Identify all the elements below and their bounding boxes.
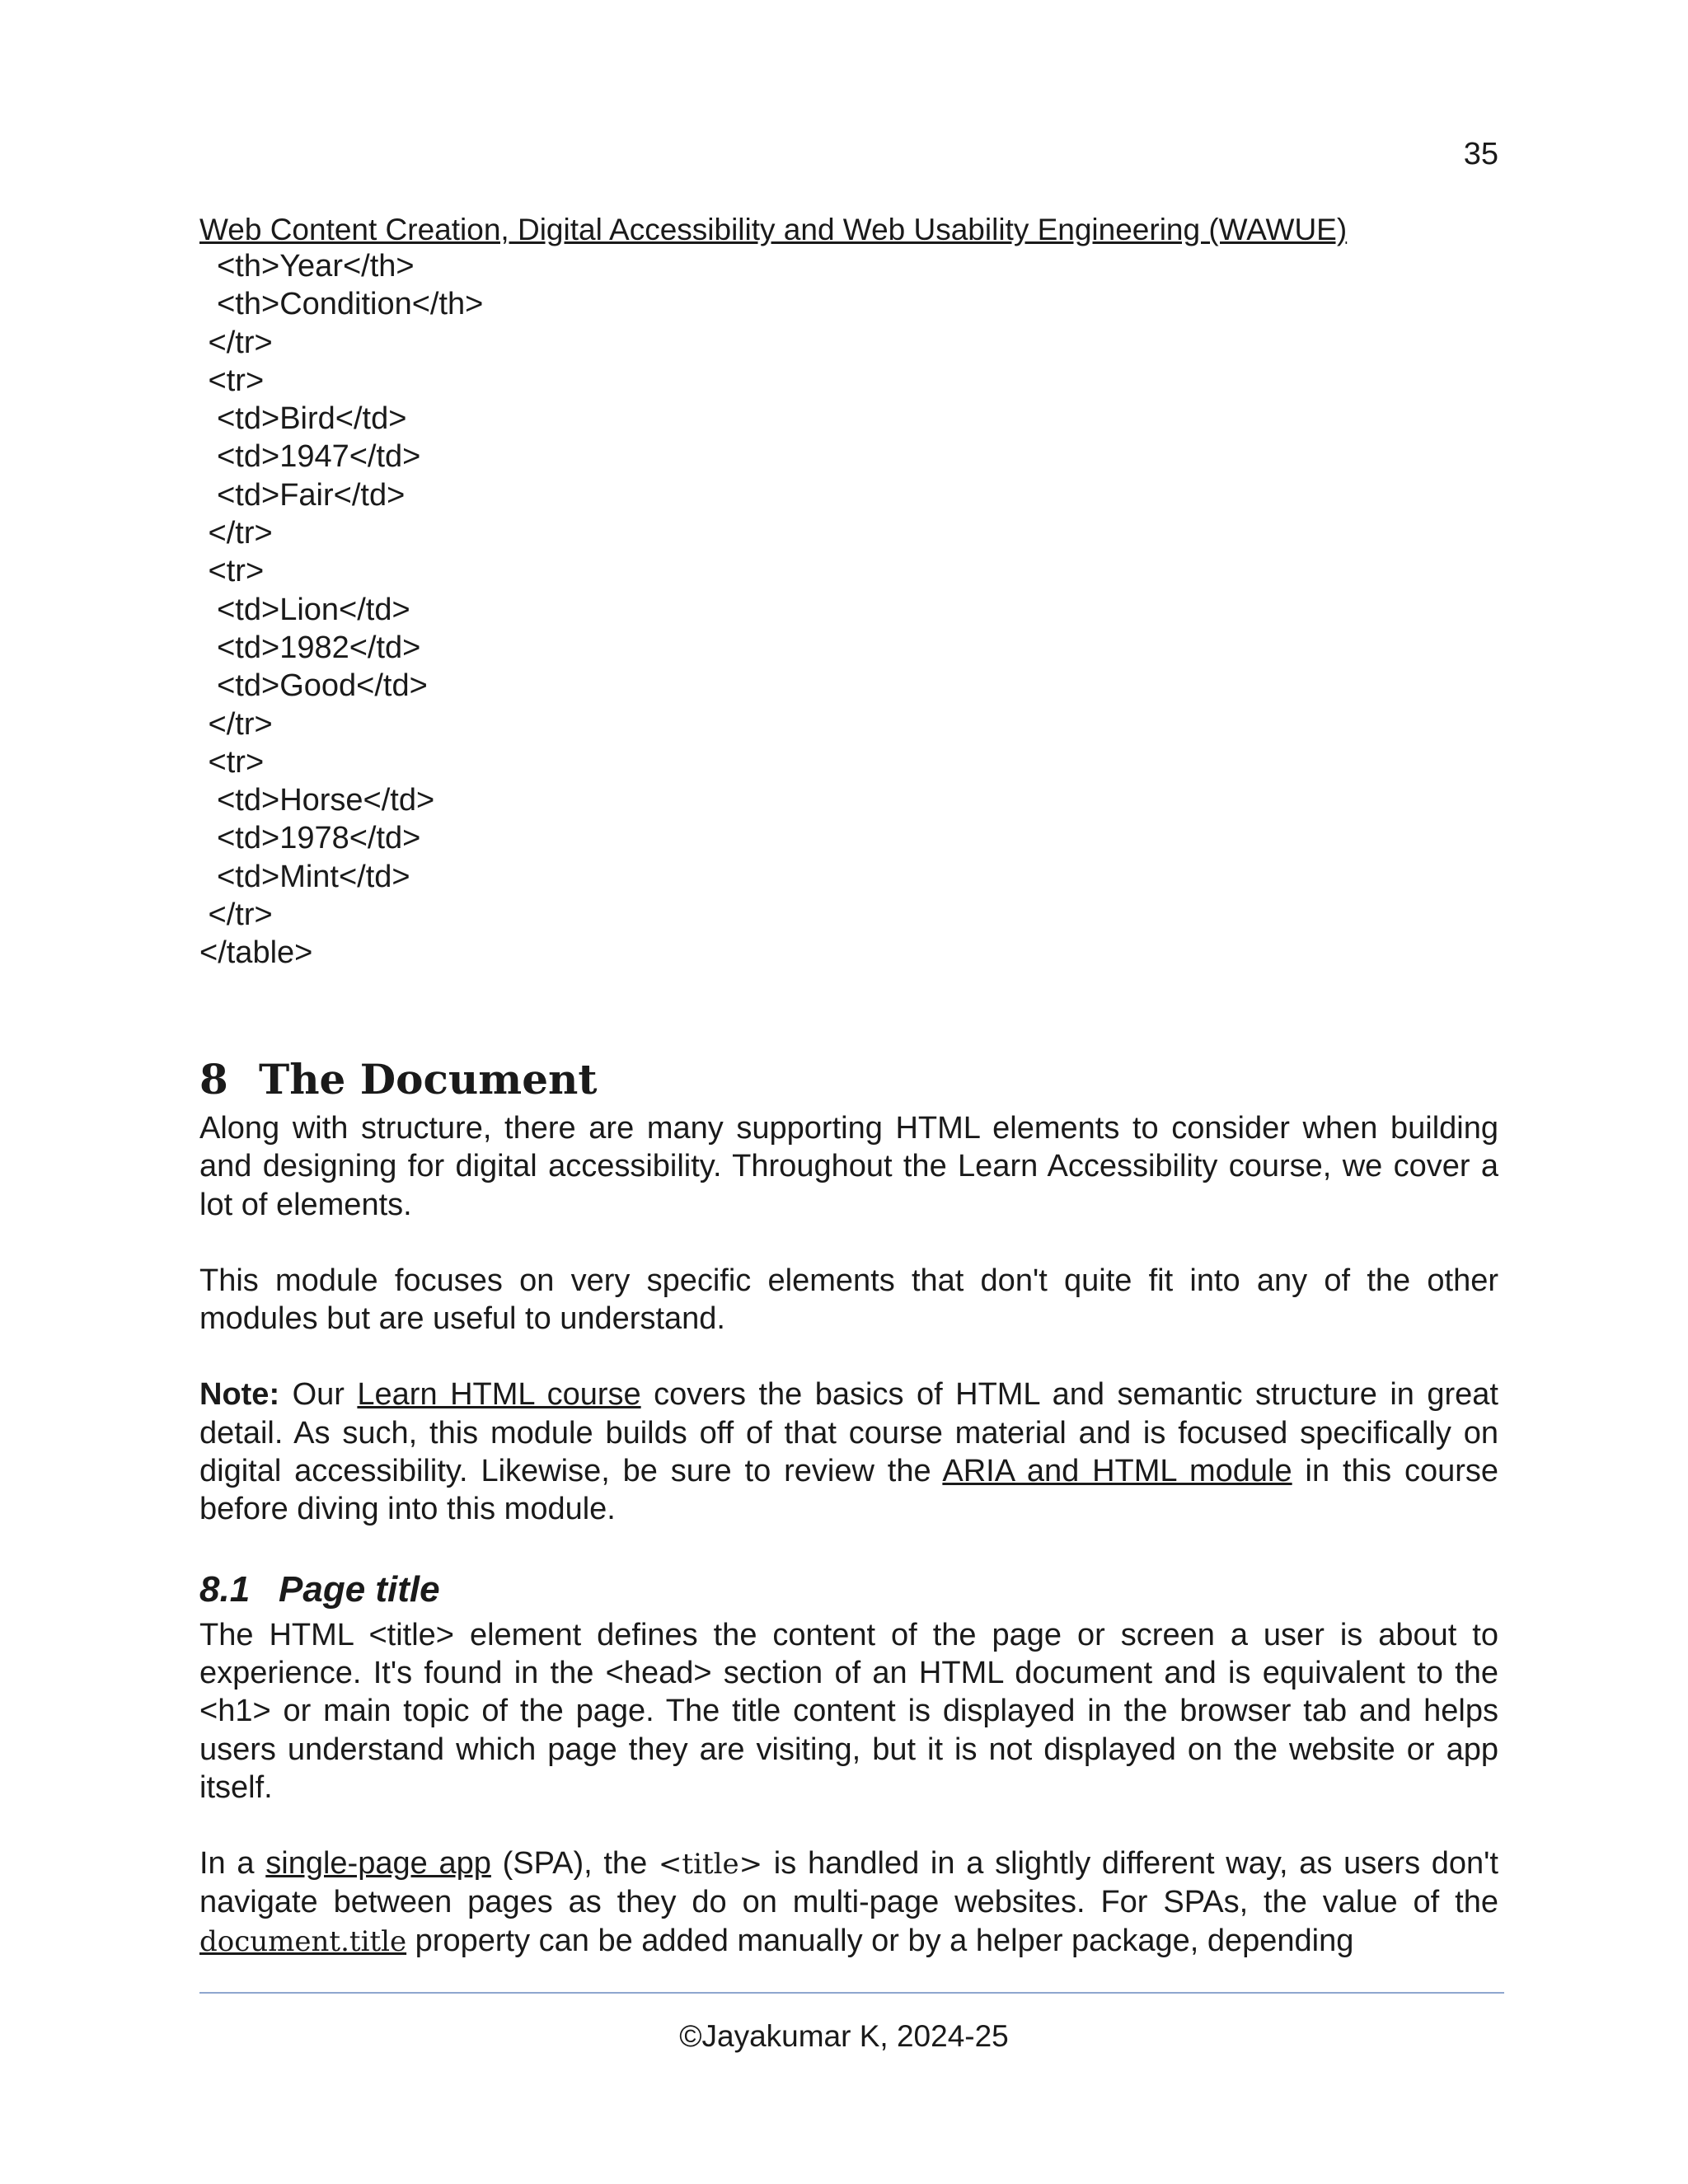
note-text: Our xyxy=(279,1377,358,1413)
learn-html-course-link[interactable]: Learn HTML course xyxy=(357,1377,641,1413)
code-line: <th>Year</th> xyxy=(199,249,415,284)
subsection-title: Page title xyxy=(279,1568,440,1610)
note-label: Note: xyxy=(199,1377,280,1413)
code-line: <td>1947</td> xyxy=(199,439,421,475)
section-heading xyxy=(199,1053,1498,1106)
section-number: 8 xyxy=(199,1055,228,1104)
paragraph-text: In a xyxy=(199,1846,266,1882)
code-line: <tr> xyxy=(199,554,265,589)
note-text: covers the basics of HTML and semantic structure in great detail. As such, this module builds off of that course material and is focused specifically on digital accessibility. Likewise, be sure to review the xyxy=(199,1377,1498,1489)
code-line: <td>Horse</td> xyxy=(199,783,435,818)
main-content xyxy=(199,1053,1498,1961)
subsection-heading xyxy=(199,1567,1498,1613)
paragraph-text: property can be added manually or by a helper package, depending xyxy=(406,1923,1354,1958)
code-line: </tr> xyxy=(199,325,273,360)
subsection-paragraph-2 xyxy=(199,1844,1498,1961)
section-paragraph-2: This module focuses on very specific elements that don't quite fit into any of the other modules but are useful to understand. xyxy=(199,1263,1498,1337)
paragraph-text: (SPA), the xyxy=(490,1846,659,1882)
code-line: <tr> xyxy=(199,363,265,398)
section-paragraph-1: Along with structure, there are many supporting HTML elements to consider when building and designing for digital accessibility. Throughout the Learn Accessibility course, we cover a lot of elements. xyxy=(199,1111,1498,1222)
code-line: <td>1978</td> xyxy=(199,821,421,856)
subsection-paragraph-1: The HTML <title> element defines the content of the page or screen a user is about to experience. It's found in the <head> section of an HTML document and is equivalent to the <h1> or main topic of the page. The title content is displayed in the browser tab and helps users understand which page they are visiting, but it is not displayed on the website or app itself. xyxy=(199,1617,1498,1805)
code-line: <td>Fair</td> xyxy=(199,477,406,513)
running-header: Web Content Creation, Digital Accessibility and Web Usability Engineering (WAWUE) xyxy=(199,213,1348,246)
code-line: <td>Bird</td> xyxy=(199,401,407,437)
single-page-app-link[interactable]: single-page app xyxy=(265,1846,491,1882)
subsection-number: 8.1 xyxy=(199,1568,251,1610)
section-title: The Document xyxy=(259,1055,598,1104)
document-title-link[interactable]: document.title xyxy=(199,1924,407,1958)
code-line: </tr> xyxy=(199,706,273,742)
note-text: in this course before diving into this module. xyxy=(199,1454,1498,1527)
aria-html-module-link[interactable]: ARIA and HTML module xyxy=(942,1454,1292,1489)
page-number: 35 xyxy=(1463,137,1498,171)
code-line: <td>Mint</td> xyxy=(199,859,410,894)
code-line: </tr> xyxy=(199,898,273,933)
code-block xyxy=(199,247,483,972)
footer-divider xyxy=(199,1992,1504,1994)
code-line: <th>Condition</th> xyxy=(199,287,484,322)
code-line: </tr> xyxy=(199,516,273,551)
paragraph-text: is handled in a slightly different way, as users don't navigate between pages as they do on multi-page websites. For SPAs, the value of the xyxy=(199,1846,1498,1920)
footer-copyright: ©Jayakumar K, 2024-25 xyxy=(679,2019,1009,2053)
code-line: <td>Good</td> xyxy=(199,668,428,704)
code-line: <td>Lion</td> xyxy=(199,592,410,627)
code-line: <td>1982</td> xyxy=(199,630,421,665)
note-paragraph xyxy=(199,1376,1498,1528)
code-line: <tr> xyxy=(199,744,265,780)
code-line: </table> xyxy=(199,935,313,971)
inline-code-title: <title> xyxy=(658,1848,763,1882)
